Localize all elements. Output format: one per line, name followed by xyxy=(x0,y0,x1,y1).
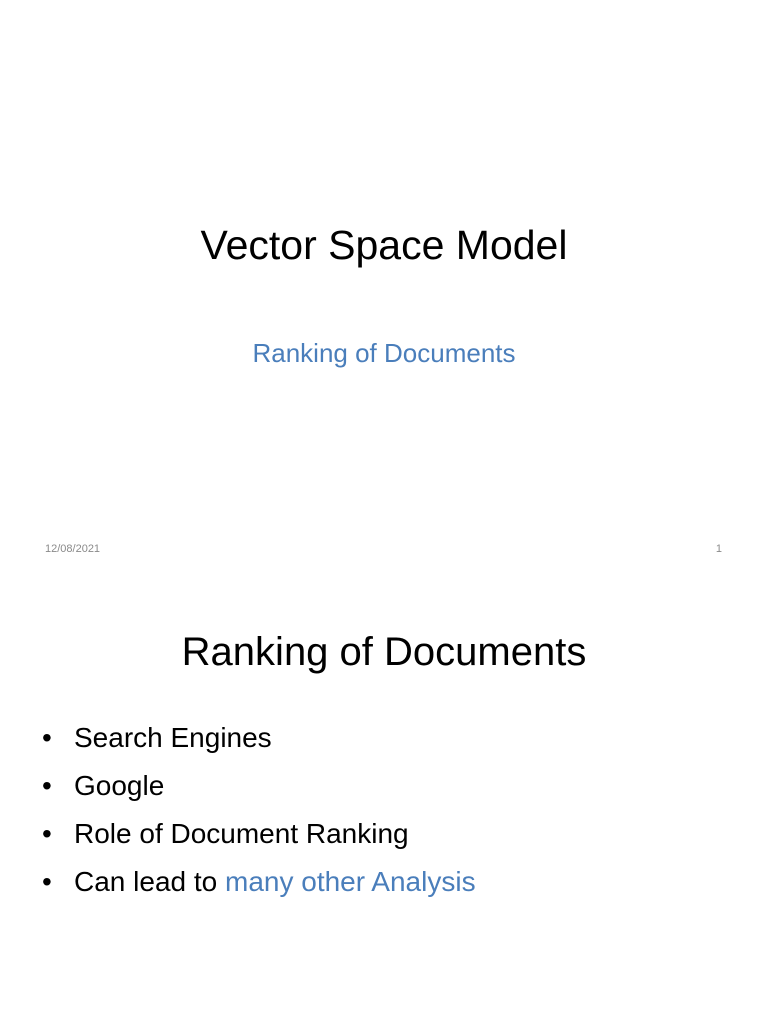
content-slide xyxy=(0,576,768,1024)
bullet-item xyxy=(40,810,476,858)
bullet-list xyxy=(40,714,476,906)
slide-title: Ranking of Documents xyxy=(181,630,587,674)
bullet-text: Google xyxy=(74,770,165,801)
slide-number: 1 xyxy=(715,543,722,555)
bullet-item xyxy=(40,762,476,810)
bullet-accent-text: many other Analysis xyxy=(225,866,476,897)
bullet-item xyxy=(40,858,476,906)
bullet-icon: • xyxy=(42,722,52,753)
bullet-text: Can lead to xyxy=(74,866,225,897)
slide-subtitle: Ranking of Documents xyxy=(252,338,516,368)
bullet-icon: • xyxy=(42,866,52,897)
footer-date: 12/08/2021 xyxy=(45,543,101,555)
bullet-icon: • xyxy=(42,770,52,801)
bullet-icon: • xyxy=(42,818,52,849)
bullet-text: Search Engines xyxy=(74,722,272,753)
bullet-item xyxy=(40,714,476,762)
slide-title: Vector Space Model xyxy=(200,222,568,268)
bullet-text: Role of Document Ranking xyxy=(74,818,409,849)
